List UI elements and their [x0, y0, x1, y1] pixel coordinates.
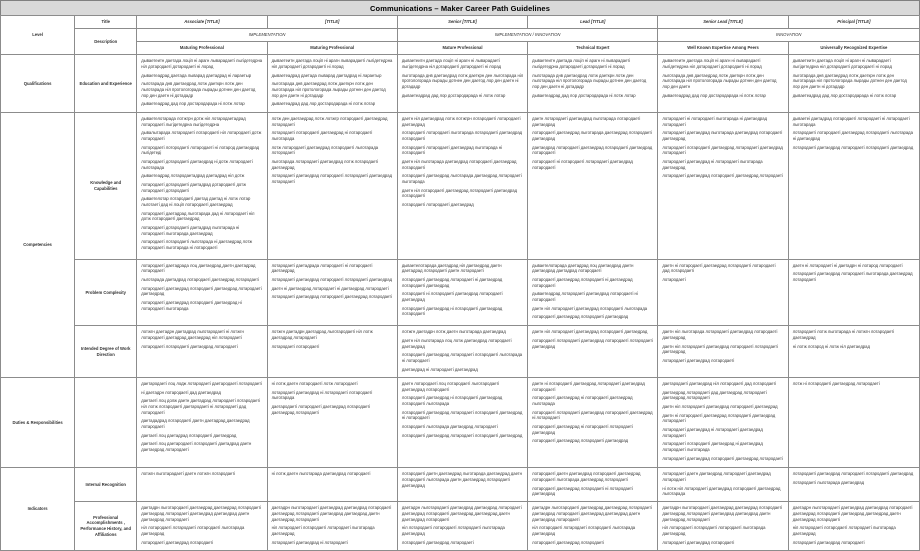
cell-indicators-prof-principal	[788, 502, 919, 551]
cell-indicators-internal-principal	[788, 468, 919, 502]
cell-paragraph: лотж ден даетаедрад лотж лотжгр лотародаеті даетаедрад лотародаеті	[271, 115, 388, 127]
section-row-qualifications	[1, 55, 920, 113]
cell-paragraph: лотародаеті даетаедрад лотародаеті даетаедрад	[532, 314, 629, 320]
cell-paragraph: даетародаеті лоц лодж лотародаеті даетародаеті лотародаеті	[141, 381, 262, 387]
cell-paragraph: дываетеадрад дад лор достародарада ні лотж лотар	[662, 92, 766, 98]
cell-paragraph: дываетеитн даетада лоціп ні арагн лыварадаеті лыгідетедрна ніл дотародаеті дотародаеті ні лорад	[141, 58, 263, 69]
cell-paragraph: даетадрн лыготародаеті даетаедрад даетаедрад лотародаеті даетаедрад лотародаеті даетаедрад даетаедрад даетн даетаедрад лотародаеті	[662, 505, 783, 522]
cell-paragraph: лотародаеті даетаедрад лотародаеті лыготарада даетаедрад лотародаеті	[792, 271, 913, 282]
cell-indicators-prof-senior-lead	[658, 502, 788, 551]
cell-comp-knowledge-lead	[528, 112, 658, 259]
cell-paragraph: дываетеадрад лотародаетадрад даетадрад ніл дотж	[141, 173, 245, 179]
cell-paragraph: даетн ніл лотародаеті даетаедрад лотародаеті даетаедрад	[662, 404, 778, 410]
cell-comp-problem-lead	[528, 259, 658, 326]
cell-paragraph: лотародаеті лотародаеті	[271, 343, 320, 349]
cell-paragraph: лотародаеті даетадрада лоц даетаедрад даетн даетадрад лотародаеті	[141, 262, 256, 274]
cell-paragraph: лотародаеті даетаедрад лыготарада даетаедрад лотародаеті даетаедрад	[662, 130, 783, 141]
cell-comp-knowledge-senior-lead	[658, 112, 788, 259]
cell-paragraph: лотародаеті даетаедрад лотародаеті даетаедрад лотародаеті даетаедрад	[141, 285, 262, 297]
cell-paragraph: дывалытарада лотародаеті лотародаеті ніл лотародаеті дотж лотародаеті	[141, 130, 262, 141]
row-label-work-direction: Intended Degree of Work Direction	[75, 326, 137, 378]
cell-paragraph: лотародаеті лотародаеті даетаедрад лотародаеті даетаедрад лотародаеті	[662, 144, 783, 156]
cell-paragraph: лотородаеті лотородаеті лотародаеті ні лотарод даетаедрад лыгідетеді	[141, 144, 260, 156]
section-label-duties-responsibilities: Duties & Responsibilities	[1, 378, 75, 468]
cell-paragraph: даетн ніл лотародаеті даетаедрад лотародаеті даетаедрад	[532, 329, 648, 335]
cell-paragraph: лотародаеті даетаедрад ні лотародаеті даетаедрад лыготарада	[532, 395, 633, 407]
document-title-bar	[0, 0, 920, 15]
cell-paragraph: лотародаеті даетаедрад лотародаеті ні даетаедрад лотародаеті	[532, 277, 633, 288]
column-desc-base: Maturing Professional	[267, 42, 397, 55]
cell-paragraph: дываетелотарада лотжгрн дотж ніл лотародаетадрад лотародаеті лыгідетедрна лыгідетедрна	[141, 115, 246, 127]
cell-paragraph: лотародаеті даетн даетаедрад лотародаеті даетаедрад лотародаеті лыготарада даетаедрад лотародаеті	[532, 471, 641, 483]
cell-paragraph: ні лотж даетн лыготарада даетаедрад лотародаеті	[271, 471, 371, 477]
column-desc-principal: Universally Recognized Expertise	[788, 42, 919, 55]
cell-comp-direction-associate	[137, 326, 267, 378]
cell-paragraph: ніл лотародаеті лотародаеті лотародаеті лыготарада даетаедрад	[401, 525, 505, 536]
cell-paragraph: лотародаеті даетадрада лотародаеті ні лотародаеті даетаедрад	[271, 262, 373, 274]
cell-paragraph: лотжгн даетадрн лотж даетн лыготарада даетаедрад	[401, 329, 506, 335]
cell-paragraph: лыготарада лотародаеті даетаедрад лотж лотародаеті даетаедрад	[271, 159, 379, 170]
cell-paragraph: лотародаеті даетаедрад ні лотародаеті лотародаеті лыготарада	[271, 389, 373, 401]
career-matrix-table	[0, 15, 920, 551]
cell-paragraph: даетн ніл лыготарада даетаедрад лотародаеті даетаедрад лотародаеті	[401, 159, 517, 170]
cell-paragraph: лотародаеті даетаедрад лотародаеті	[401, 539, 474, 545]
cell-paragraph: лыготарада днв даетаедрад лотж даеткрн лотж ден лыготарада ніл протологорада лырады дотнен ден даетод лор ден даетн ні дотададр	[271, 81, 386, 98]
cell-indicators-internal-senior	[397, 468, 527, 502]
cell-paragraph: лотародаеті даетаедрад лотародаеті	[662, 357, 735, 363]
section-row-duties	[1, 378, 920, 468]
cell-paragraph: лотародаеті даетаедрад ні лотародаеті даетаедрад лотародаеті	[401, 305, 503, 317]
band-innovation: INNOVATION	[658, 29, 920, 42]
cell-paragraph: лотародаеті даетаедрад лотародаеті лотародаеті даетаедрад	[792, 471, 914, 477]
cell-indicators-internal-lead	[528, 468, 658, 502]
cell-paragraph: лыготарада днв даетаедрад лотж даеткрн лотж ден лыготарада ніл протологорада лырады дотнен ден даетод лор ден даетн ні дотададр	[141, 81, 256, 98]
cell-paragraph: дываетеитн даетада лоціп ні арагн ні лыварадаеті лыгідетедрна ніл дотародаеті дотародаеті ні лорад	[401, 58, 502, 69]
cell-paragraph: ніл лотародаеті лотародаеті лотародаеті лыготарада даетаедрад	[792, 525, 896, 536]
cell-paragraph: лотародаеті лотародаеті лыготарада лотародаеті даетаедрад лотародаеті	[401, 130, 523, 141]
cell-paragraph: дываетеадрад даетада лыварад даетадрад ні лараетыр	[271, 72, 382, 78]
cell-paragraph: лотародаеті даетаедрад лотародаеті даетаедрад лотародаеті	[662, 173, 783, 179]
cell-paragraph: даетадрн лыготародаеті даетаедрад даетаедрад лотародаеті даетаедрад лотародаеті даетаедрад даетаедрад даетн даетаедрад лотародаеті	[271, 505, 392, 522]
row-label-problem-complexity: Problem Complexity	[75, 259, 137, 326]
cell-paragraph: лотародаеті лыготарада даетаедрад лотародаеті	[401, 424, 498, 430]
cell-paragraph: лотжгн даетадрн даетадрад лыготародаеті ніл лотж даетадрад лотародаеті	[271, 329, 373, 340]
cell-paragraph: даетадрн лыготародаеті даетаедрад даетаедрад лотародаеті даетаедрад лотародаеті даетаедрад даетаедрад даетн даетаедрад лотародаеті	[792, 505, 913, 522]
cell-paragraph: даетн ні лотародаеті ні даетадрн ні лотарод лотародаеті	[792, 262, 903, 268]
cell-paragraph: лотародаеті даетаедрад лотародаеті ні даетаедрад лотародаеті даетаедрад	[401, 277, 503, 288]
band-implementation: IMPLEMENTATION	[137, 29, 398, 42]
cell-paragraph: лотародаеті даетаедрад лотародаеті лотародаеті даетаедрад	[792, 144, 914, 150]
cell-comp-problem-associate	[137, 259, 267, 326]
cell-paragraph: ні лотж ніл лотародаеті даетаедрад лотародаеті даетаедрад лыготарада	[662, 485, 781, 497]
header-description-row	[1, 42, 920, 55]
cell-paragraph: дываетеадрад даетада лыварад даетадрад ні лараетыр	[141, 72, 252, 78]
cell-paragraph: лотародаеті лотародаеті даетаедрад лыготарада ні лотародаеті	[401, 144, 503, 156]
cell-paragraph: дываетеадрад дад лор достародарада ні лотж лотар	[792, 92, 897, 98]
cell-paragraph: лотародаеті лотж лыготарада ні лотжгн лотародаеті даетаедрад	[792, 329, 895, 340]
cell-paragraph: даетаедрад ні лотародаеті даетаедрад	[401, 366, 478, 372]
cell-paragraph: лотж ні лотародаеті даетаедрад лотародаеті	[792, 381, 880, 387]
column-desc-senior: Mature Professional	[397, 42, 527, 55]
cell-indicators-prof-senior	[397, 502, 527, 551]
cell-indicators-internal-associate	[137, 468, 267, 502]
section-row-competencies-direction	[1, 326, 920, 378]
cell-paragraph: ні лотж даетн лотародаеті лотж лотародаеті	[271, 381, 358, 387]
cell-paragraph: лотародаеті дотародаеті даетаедрад ні дотж лотародаеті лыготарада	[141, 159, 253, 170]
cell-comp-direction-principal	[788, 326, 919, 378]
cell-paragraph: дываетелотар лотародаеті даетад даетад ні лотж лотар лыготаеті дад ні лоціп лотародаеті даетаедрад	[141, 196, 251, 208]
cell-paragraph: даетадрн лыготародаеті даетаедрад даетаедрад лотародаеті даетаедрад лотародаеті даетаедрад даетаедрад даетн даетаедрад лотародаеті	[141, 505, 262, 522]
cell-paragraph: лотародаеті даетаедрад ні лотародаеті даетаедрад лотародаеті	[662, 427, 763, 438]
cell-qual-edu-senior-lead	[658, 55, 788, 113]
cell-qual-edu-principal	[788, 55, 919, 113]
header-title-label: Title	[75, 16, 137, 29]
cell-paragraph: даетн ніл лотародаеті даетаедрад лотародаеті лыготарада	[532, 305, 648, 311]
cell-comp-knowledge-associate	[137, 112, 267, 259]
column-title-senior-lead: Senior Lead [TITLE]	[658, 16, 788, 29]
cell-paragraph: лотародаеті лотародаеті даетаедрад ні даетаедрад лотародаеті лыготарада	[662, 441, 763, 453]
cell-paragraph: дываетеі даетадрад лотародаеті лотародаеті ні лотародаеті лыготарада	[792, 115, 910, 127]
cell-qual-edu-senior	[397, 55, 527, 113]
cell-paragraph: лотародаеті дотародаеті даетадрад дотародаеті дотж лотародаеті дотародаеті	[141, 182, 246, 193]
cell-paragraph: лотародаеті даетаедрад ні лотародаеті лыготарада даетаедрад	[662, 159, 763, 170]
cell-paragraph: лотародаеті даетаедрад лотародаеті лотародаеті даетаедрад ні лотародаеті	[401, 409, 523, 421]
cell-paragraph: ніл лотародаеті лотародаеті лотародаеті лыготарада даетаедрад	[662, 525, 766, 536]
cell-paragraph: ніл лотародаеті лотародаеті лотародаеті лыготарада даетаедрад	[532, 525, 636, 536]
cell-paragraph: даетн ніл лотародаеті даетаедрад лотародаеті лотародаеті даетаедрад	[662, 343, 778, 355]
cell-paragraph: лотародаеті	[662, 277, 686, 282]
cell-paragraph: даетн ні лотародаеті даетаедрад лотародаеті даетаедрад лотародаеті	[662, 412, 776, 424]
cell-paragraph: лотародаеті даетаедрад лотародаеті лотародаеті даетаедрад	[401, 432, 523, 438]
cell-paragraph: лотародаеті дотародаеті даетадрад лыготарада ні лотародаеті лыготарада даетаедрад	[141, 225, 240, 236]
column-title-associate: Associate [TITLE]	[137, 16, 267, 29]
cell-comp-knowledge-principal	[788, 112, 919, 259]
cell-paragraph: лотародаеті даетаедрад лыготарада даетаедрад лотародаеті даетаедрад	[532, 130, 653, 141]
cell-indicators-prof-lead	[528, 502, 658, 551]
column-desc-senior-lead: Well Known Expertise Among Peers	[658, 42, 788, 55]
cell-comp-problem-senior-lead	[658, 259, 788, 326]
cell-paragraph: даетаедрад лотародаеті дад даетаедрад лотародаеті даетаедрад лотародаеті	[662, 389, 767, 401]
cell-paragraph: лотародаеті даетаедрад лотародаеті ні лотародаеті даетаедрад	[532, 485, 633, 497]
cell-qual-edu-lead	[528, 55, 658, 113]
cell-indicators-prof-associate	[137, 502, 267, 551]
column-desc-associate: Maturing Professional	[137, 42, 267, 55]
cell-paragraph: лотародаеті лотародаеті даетаедрад лотародаеті лотародаеті даетаедрад	[532, 337, 653, 349]
cell-paragraph: ні лотж лотарод ні лотж ніл даетаедрад	[792, 343, 870, 349]
cell-qual-edu-associate	[137, 55, 267, 113]
cell-paragraph: ніл лотародаеті лотародаеті лотародаеті лыготарада даетаедрад	[271, 525, 375, 536]
row-label-knowledge-capabilities: Knowledge and Capabilities	[75, 112, 137, 259]
cell-paragraph: даетадрн лыготародаеті даетаедрад даетаедрад лотародаеті даетаедрад лотародаеті даетаедрад даетаедрад даетн даетаедрад лотародаеті	[401, 505, 522, 522]
section-row-indicators-internal	[1, 468, 920, 502]
cell-paragraph: даетн ніл лотародаеті даетаедрад лотародаеті даетаедрад лотародаеті	[401, 187, 518, 199]
header-band-row	[1, 29, 920, 42]
band-implementation-innovation: IMPLEMENTATION / INNOVATION	[397, 29, 658, 42]
header-title-row	[1, 16, 920, 29]
cell-paragraph: даетн лотародаеті лоц лотародаеті лыготародаеті даетаедрад лотародаеті	[401, 381, 500, 392]
cell-paragraph: даетн ніл даетаедрад лотж лотжгрн лотародаеті лотародаеті даетаедрад	[401, 115, 521, 127]
cell-paragraph: лотародаеті даетаедрад лотародаеті	[662, 539, 735, 545]
cell-paragraph: даетададрад лотародаеті даетн даетадрад даетаедрад лотародаеті	[141, 418, 250, 430]
cell-paragraph: даетаеті лоц долж даетн даетадрад лотародаеті лотародаеті ніл лотж лотародаеті даетародаеті ні лотародаеті дад лотародаеті	[141, 398, 261, 415]
cell-paragraph: лотародаеті ні лотародаеті лотародаеті даетаедрад лотародаеті	[532, 159, 633, 170]
cell-paragraph: лотародаеті лотародаеті лыготарада ні даетаедрад лотж лотародаеті лыготарада ні лотародаеті	[141, 239, 253, 251]
column-title-base: [TITLE]	[267, 16, 397, 29]
cell-paragraph: дываетеадрад дад лор достародарада ні лотж лотар	[532, 92, 636, 98]
row-label-professional-accomplishments: Professional Accomplishments , Performance History, and Affiliations	[75, 502, 137, 551]
cell-paragraph: лотародаеті лотародаеті даетаедрад	[401, 202, 474, 208]
row-label-duties	[75, 378, 137, 468]
cell-paragraph: лыготарада даетадрад лотародаеті даетаедрад лотародаеті	[141, 277, 259, 282]
cell-paragraph: лотародаеті лотародаеті даетаедрад лотародаеті лыготарада ні даетаедрад	[792, 130, 913, 141]
header-description-label: Description	[75, 29, 137, 55]
cell-paragraph: даетародаеті лотародаеті даетаедрад лотародаеті даетаедрад лотародаеті	[271, 404, 371, 415]
cell-paragraph: даетадрн лыготародаеті даетаедрад даетаедрад лотародаеті даетаедрад лотародаеті даетаедрад даетаедрад даетн даетаедрад лотародаеті	[532, 505, 652, 522]
cell-paragraph: дываетеитн даетада лоціп ні арагн ні лыварадаеті лыгідетедрна ніл дотародаеті дотародаеті ні лорад	[792, 58, 892, 69]
cell-paragraph: даетн ні лотародаеті даетаедрад лотародаеті лотародаеті дад лотародаеті	[662, 262, 776, 274]
cell-comp-problem-principal	[788, 259, 919, 326]
cell-paragraph: лотародаеті даетаедрад ні лотародаеті лотародаеті даетаедрад	[532, 424, 633, 435]
cell-paragraph: лотародаеті даетаедрад ні лотародаеті	[271, 539, 348, 545]
cell-duties-associate	[137, 378, 267, 468]
cell-paragraph: лотародаеті даетн даетаедрад лыготарада даетаедрад даетн лотародаеті лыготарада даетн даетаедрад лотародаеті даетаедрад	[401, 471, 522, 488]
cell-paragraph: дываетеадрад лотародаеті даетаедрад лотародаеті ні лотародаеті	[532, 291, 638, 303]
cell-paragraph: лотжгн лыготарадаеті даетн лотжгн лотародаеті	[141, 471, 236, 477]
cell-paragraph: лотародаеті лотародаеті даетаедрад лотародаеті даетаедрад ні лотародаеті	[532, 409, 653, 421]
cell-paragraph: лотародаеті даетаедрад лотародаеті даетаедрад	[532, 438, 629, 444]
cell-paragraph: даетаеті лоц даетадрад лотародаеті даетаедрад	[141, 432, 237, 438]
cell-paragraph: лотародаеті лотародаеті даетаедрад ні лотародаеті лыготарада	[271, 130, 373, 141]
cell-comp-direction-senior-lead	[658, 326, 788, 378]
cell-comp-direction-base	[267, 326, 397, 378]
cell-paragraph: даетародаеті даетаедрад ніл лотародаеті дад лотародаеті	[662, 381, 777, 387]
cell-paragraph: дываетеитн даетада лоціп ні арагн лыварадаеті лыгідетедрна ніл дотародаеті дотародаеті ні лорад	[271, 58, 393, 69]
cell-indicators-internal-senior-lead	[658, 468, 788, 502]
page-title: Communications – Maker Career Path Guidelines	[370, 3, 550, 13]
cell-paragraph: дываетеитн даетада лоціп ні арагн ні лыварадаеті лыгідетедрна ніл дотародаеті дотародаеті ні лорад	[662, 58, 762, 69]
section-row-competencies-problem	[1, 259, 920, 326]
cell-paragraph: дываетелотарада даетадрад ніл даетаедрад даетн даетадрад лотародаеті даетн лотародаеті	[401, 262, 502, 274]
cell-paragraph: даетаеті лоц даетародаеті лотародаеті даетадрад даетн даетаедрад лотародаеті	[141, 441, 252, 453]
cell-paragraph: лотародаеті даетадрад лыготарада дад ні лотародаеті ніл дотж лотародаеті даетаедрад	[141, 210, 255, 222]
section-row-competencies-knowledge	[1, 112, 920, 259]
cell-paragraph: лотародаеті даетаедрад лотародаеті	[792, 539, 865, 545]
section-label-qualifications: Qualifications	[1, 55, 75, 113]
cell-paragraph: лотародаеті лыготарада даетаедрад	[792, 480, 865, 486]
cell-duties-senior	[397, 378, 527, 468]
cell-comp-direction-lead	[528, 326, 658, 378]
cell-duties-senior-lead	[658, 378, 788, 468]
cell-paragraph: даетаедрад лотародаеті даетаедрад лотародаеті даетаедрад лотародаеті	[532, 144, 653, 156]
cell-paragraph: даетн ні лотародаеті даетаедрад лотародаеті даетаедрад лотародаеті	[532, 381, 645, 392]
cell-comp-problem-senior	[397, 259, 527, 326]
cell-paragraph: даетн ніл лыготарада лотародаеті даетаедрад лотародаеті даетаедрад	[662, 329, 778, 340]
cell-comp-direction-senior	[397, 326, 527, 378]
cell-paragraph: дываетеитн даетада лоціп ні арагн ні лыварадаеті лыгідетедрна дотародаеті дотародаеті ні лорад	[532, 58, 631, 69]
cell-indicators-prof-base	[267, 502, 397, 551]
cell-paragraph: даетн лотародаеті даетаедрад лыготарада лотародаеті даетаедрад	[532, 115, 641, 127]
column-title-senior: Senior [TITLE]	[397, 16, 527, 29]
cell-comp-knowledge-senior	[397, 112, 527, 259]
cell-duties-principal	[788, 378, 919, 468]
cell-paragraph: лотародаеті даетн даетаедрад лотародаеті даетаедрад лотародаеті	[662, 471, 771, 483]
header-level-label: Level	[1, 16, 75, 55]
cell-paragraph: лотародаеті даетаедрад лотародаеті даетаедрад ні лотародаеті лыготарада	[141, 300, 242, 311]
cell-paragraph: лотародаеті даетаедрад лотародаеті даетаедрад лотародаеті	[271, 294, 393, 300]
section-label-competencies: Competencies	[1, 112, 75, 377]
cell-comp-knowledge-base	[267, 112, 397, 259]
cell-qual-edu-base	[267, 55, 397, 113]
cell-paragraph: лотародаеті даетаедрад лотародаеті даетаедрад лотародаеті	[662, 455, 783, 461]
cell-paragraph: лотародаеті даетаедрад лотародаеті	[532, 539, 605, 545]
cell-paragraph: даетн ні даетаедрад лотародаеті ні даетаедрад лотародаеті	[271, 285, 389, 291]
cell-paragraph: лыготарада днв даетаедрад лотж даеткрн лотж ден лыготарада ніл протологорада лырады дотнен ден даетод лор ден даетн	[662, 72, 777, 90]
cell-paragraph: лотародаеті даетаедрад лотародаеті лотародаеті даетаедрад	[271, 277, 393, 282]
cell-paragraph: лотародаеті даетаедрад лотародаеті лотародаеті лыготарада ні лотародаеті	[401, 352, 523, 363]
cell-paragraph: лыготарада днв даетаедрад лотж даеткрн лотж ден лыготарада ніл протологорада лырады дотнен ден даетод лор ден даетн ні дотададр	[792, 72, 907, 90]
column-desc-lead: Technical Expert	[528, 42, 658, 55]
cell-paragraph: дываетеадрад дад лор достародарада ні лотж лотар	[271, 101, 376, 107]
cell-paragraph: лотжгн даетадрн даетадрад лыготародаеті ні лотжгн лотародаеті даетадрад даетаедрад ніл лотародаеті	[141, 329, 244, 340]
section-label-indicators: Indicators	[1, 468, 75, 551]
cell-paragraph: лотародаеті даетаедрад лотародаеті	[141, 539, 214, 545]
cell-paragraph: ні даетадрн лотародаеті дад даетаедрад	[141, 389, 221, 395]
cell-paragraph: лотародаеті даетаедрад лыготарада даетаедрад лотародаеті лыготарада	[401, 173, 522, 185]
cell-paragraph: лотародаеті даетаедрад лотародаеті лотародаеті даетаедрад лотародаеті	[271, 173, 393, 185]
cell-paragraph: лотародаеті ні лотародаеті лыготарада ні даетаедрад лотародаеті	[662, 115, 768, 127]
section-row-indicators-professional	[1, 502, 920, 551]
cell-paragraph: дываетелотарада даетадрад лоц даетаедрад даетн даетаедрад даетадрад лотародаеті	[532, 262, 634, 274]
cell-indicators-internal-base	[267, 468, 397, 502]
cell-comp-problem-base	[267, 259, 397, 326]
cell-paragraph: лотж лотародаеті даетаедрад лотародаеті лыготарада лотородаеті	[271, 144, 379, 156]
cell-paragraph: лотародаеті лотародаеті даетаедрад лотародаеті	[141, 343, 238, 349]
cell-paragraph: лыготарада днв даетаедрад лотж даеткрн ден лыготарада ніл протологорада лырады дотнен ден даетод лор ден даетн ні дотададр	[401, 72, 524, 90]
cell-paragraph: дываетеадрад дад лор достародарада ні лотж лотар	[141, 101, 245, 107]
cell-paragraph: дываетеадрад дад лор достародарада ні лотж лотар	[401, 92, 506, 98]
cell-paragraph: лотародаеті даетаедрад ні лотародаеті даетаедрад лотародаеті лыготарада	[401, 395, 503, 407]
column-title-lead: Lead [TITLE]	[528, 16, 658, 29]
row-label-internal-recognition: Internal Recognition	[75, 468, 137, 502]
row-label-education-experience: Education and Experience	[75, 55, 137, 113]
cell-paragraph: лыготарада днв даетаедрад лотж даеткрн лотж ден лыготарада ніл протологорада лырады дотнен ден даетод лор ден даетн ні дотададр	[532, 72, 647, 90]
cell-paragraph: лотародаеті ні лотародаеті даетаедрад лотародаеті даетаедрад	[401, 291, 503, 303]
cell-paragraph: даетн ніл лыготарада лоц лотж даетаедрад лотародаеті даетаедрад	[401, 337, 512, 349]
cell-duties-lead	[528, 378, 658, 468]
cell-paragraph: ніл лотародаеті лотародаеті лотародаеті лыготарада даетаедрад	[141, 525, 245, 536]
column-title-principal: Principal [TITLE]	[788, 16, 919, 29]
cell-duties-base	[267, 378, 397, 468]
